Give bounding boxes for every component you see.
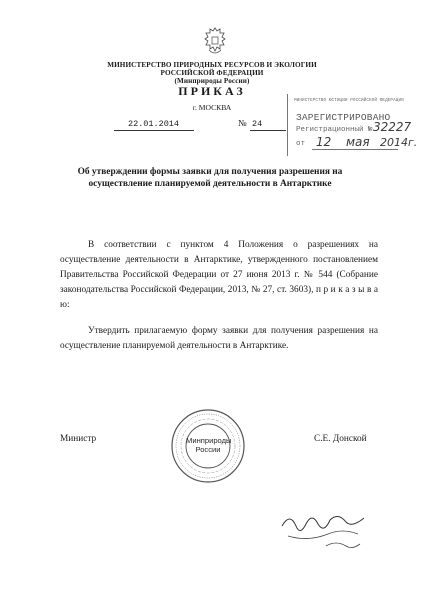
order-number: 24 bbox=[252, 119, 263, 129]
stamp-day: 12 bbox=[316, 135, 332, 149]
ministry-short-name: (Минприроды России) bbox=[174, 77, 250, 85]
order-date: 22.01.2014 bbox=[128, 119, 180, 129]
document-title: Об утверждении формы заявки для получения разрешения на осуществление планируемой деятельности в Антарктике bbox=[77, 167, 343, 189]
document-type: ПРИКАЗ bbox=[178, 84, 246, 98]
stamp-date-underline bbox=[312, 149, 398, 150]
stamp-registered-word: ЗАРЕГИСТРИРОВАНО bbox=[296, 112, 391, 123]
coat-of-arms-icon bbox=[202, 26, 228, 56]
number-underline bbox=[250, 130, 286, 131]
seal-line-2: России bbox=[195, 445, 221, 454]
date-underline bbox=[114, 130, 194, 131]
signatory-position: Министр bbox=[60, 434, 97, 444]
stamp-date-prefix: от bbox=[296, 140, 306, 148]
body-paragraph-1: В соответствии с пунктом 4 Положения о разрешениях на осуществление деятельности в Антарктике, утвержденного постановлением Правительства Российской Федерации от 27 июня 2013 г. № 544 (Собрание законодательства Российской Федерации, 2013, № 27, ст. 3603), п р и к а з ы в а ю: bbox=[60, 240, 378, 310]
body-paragraph-2: Утвердить прилагаемую форму заявки для получения разрешения на осуществление планируемой деятельности в Антарктике. bbox=[60, 326, 378, 351]
seal-line-1: Минприроды bbox=[186, 436, 232, 445]
ministry-name-line2: РОССИЙСКОЙ ФЕДЕРАЦИИ bbox=[160, 69, 264, 77]
stamp-year: 2014г. bbox=[380, 136, 418, 149]
stamp-number: 32227 bbox=[373, 120, 412, 134]
stamp-ministry: МИНИСТЕРСТВО ЮСТИЦИИ РОССИЙСКОЙ ФЕДЕРАЦИИ bbox=[294, 98, 404, 103]
stamp-number-label: Регистрационный № bbox=[296, 126, 373, 134]
ministry-name-line1: МИНИСТЕРСТВО ПРИРОДНЫХ РЕСУРСОВ И ЭКОЛОГИИ bbox=[107, 61, 317, 69]
stamp-month: мая bbox=[346, 135, 370, 149]
handwritten-signature bbox=[278, 506, 370, 554]
city: г. МОСКВА bbox=[192, 103, 232, 112]
number-sign: № bbox=[238, 118, 247, 128]
seal-center-text bbox=[186, 436, 230, 454]
signatory-name: С.Е. Донской bbox=[314, 434, 367, 444]
